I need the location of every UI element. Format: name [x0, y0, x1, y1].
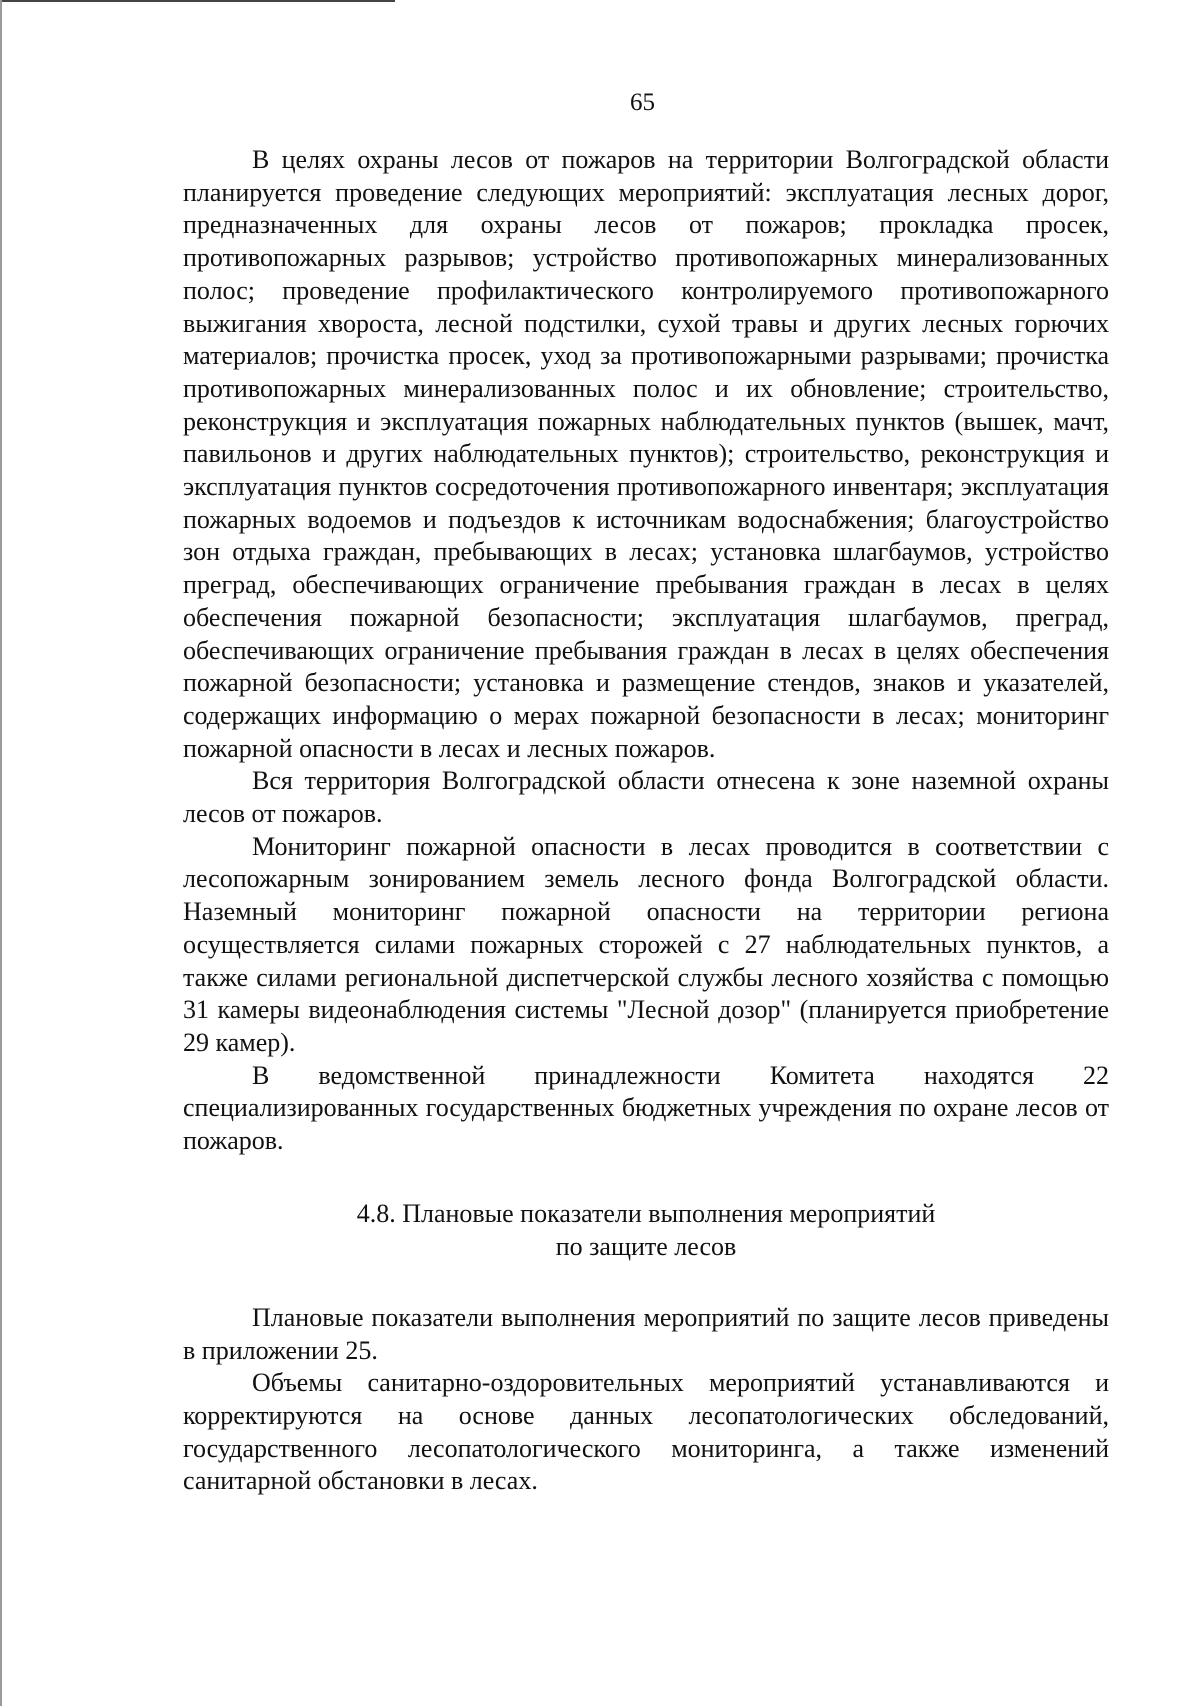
paragraph-ground-protection-zone: Вся территория Волгоградской области отнесена к зоне наземной охраны лесов от пожаров. [183, 766, 1109, 829]
section-heading-line-2: по защите лесов [555, 1231, 737, 1261]
section-heading [183, 1197, 1109, 1263]
paragraph-sanitary-measures: Объемы санитарно-оздоровительных мероприятий устанавливаются и корректируются на основе данных лесопатологических обследований, государственного лесопатологического мониторинга, а также изменений санитарной обстановки в лесах. [183, 1368, 1109, 1496]
paragraph-committee-institutions: В ведомственной принадлежности Комитета находятся 22 специализированных государственных бюджетных учреждения по охране лесов от пожаров. [183, 1060, 1109, 1156]
paragraph-planned-indicators: Плановые показатели выполнения мероприятий по защите лесов приведены в приложении 25. [183, 1302, 1109, 1365]
paragraph-fire-monitoring: Мониторинг пожарной опасности в лесах проводится в соответствии с лесопожарным зонированием земель лесного фонда Волгоградской области. Наземный мониторинг пожарной опасности на территории региона осуществляется силами пожарных сторожей с 27 наблюдательных пунктов, а также силами региональной диспетчерской службы лесного хозяйства с помощью 31 камеры видеонаблюдения системы "Лесной дозор" (планируется приобретение 29 камер). [183, 831, 1109, 1057]
paragraph-fire-protection-measures: В целях охраны лесов от пожаров на территории Волгоградской области планируется проведение следующих мероприятий: эксплуатация лесных дорог, предназначенных для охраны лесов от пожаров; прокладка просек, противопожарных разрывов; устройство противопожарных минерализованных полос; проведение профилактического контролируемого противопожарного выжигания хвороста, лесной подстилки, сухой травы и других лесных горючих материалов; прочистка просек, уход за противопожарными разрывами; прочистка противопожарных минерализованных полос и их обновление; строительство, реконструкция и эксплуатация пожарных наблюдательных пунктов (вышек, мачт, павильонов и других наблюдательных пунктов); строительство, реконструкция и эксплуатация пунктов сосредоточения противопожарного инвентаря; эксплуатация пожарных водоемов и подъездов к источникам водоснабжения; благоустройство зон отдыха граждан, пребывающих в лесах; установка шлагбаумов, устройство преград, обеспечивающих ограничение пребывания граждан в лесах в целях обеспечения пожарной безопасности; эксплуатация шлагбаумов, преград, обеспечивающих ограничение пребывания граждан в лесах в целях обеспечения пожарной безопасности; установка и размещение стендов, знаков и указателей, содержащих информацию о мерах пожарной безопасности в лесах; мониторинг пожарной опасности в лесах и лесных пожаров. [183, 145, 1109, 763]
section-heading-line-1: 4.8. Плановые показатели выполнения мероприятий [356, 1198, 936, 1228]
page-number: 65 [630, 89, 655, 116]
scan-edge-left [0, 0, 2, 1706]
scan-edge-top [0, 0, 395, 2]
document-body [183, 144, 1109, 1498]
